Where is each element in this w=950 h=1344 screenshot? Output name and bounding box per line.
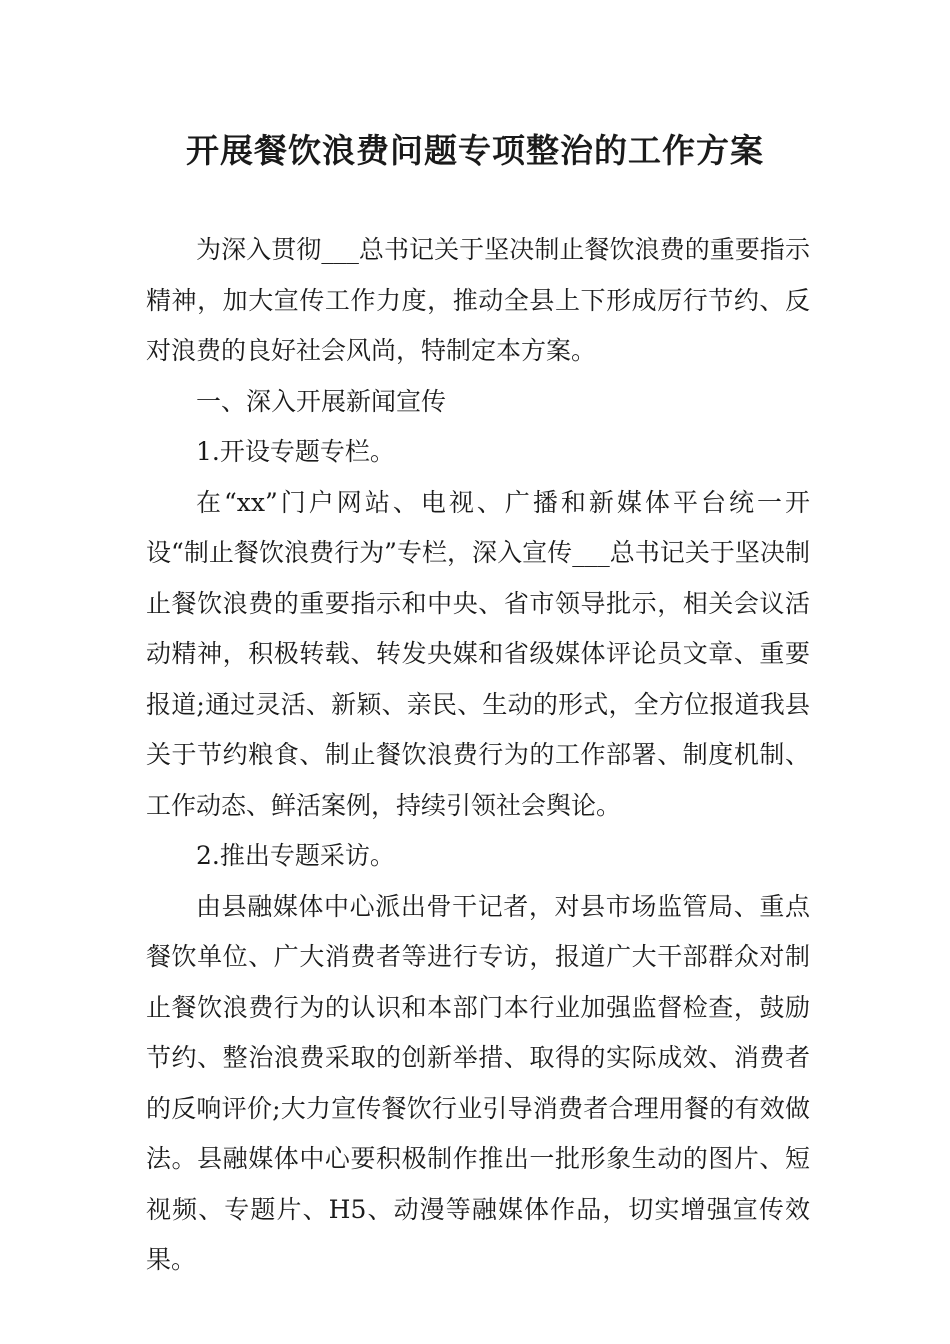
document-body (146, 225, 810, 1286)
subsection-heading: 2.推出专题采访。 (196, 841, 395, 870)
subsection-heading: 1.开设专题专栏。 (196, 437, 395, 466)
section-heading: 一、深入开展新闻宣传 (196, 386, 447, 416)
intro-paragraph: 为深入贯彻___总书记关于坚决制止餐饮浪费的重要指示精神，加大宣传工作力度，推动全县上下形成厉行节约、反对浪费的良好社会风尚，特制定本方案。 (146, 235, 810, 365)
document-title: 开展餐饮浪费问题专项整治的工作方案 (186, 131, 764, 170)
body-paragraph: 由县融媒体中心派出骨干记者，对县市场监管局、重点餐饮单位、广大消费者等进行专访，报道广大干部群众对制止餐饮浪费行为的认识和本部门本行业加强监督检查，鼓励节约、整治浪费采取的创新举措、取得的实际成效、消费者的反响评价;大力宣传餐饮行业引导消费者合理用餐的有效做法。县融媒体中心要积极制作推出一批形象生动的图片、短视频、专题片、H5、动漫等融媒体作品，切实增强宣传效果。 (146, 891, 810, 1274)
body-paragraph: 在“xx”门户网站、电视、广播和新媒体平台统一开设“制止餐饮浪费行为”专栏，深入宣传___总书记关于坚决制止餐饮浪费的重要指示和中央、省市领导批示，相关会议活动精神，积极转载、转发央媒和省级媒体评论员文章、重要报道;通过灵活、新颖、亲民、生动的形式，全方位报道我县关于节约粮食、制止餐饮浪费行为的工作部署、制度机制、工作动态、鲜活案例，持续引领社会舆论。 (146, 487, 810, 820)
